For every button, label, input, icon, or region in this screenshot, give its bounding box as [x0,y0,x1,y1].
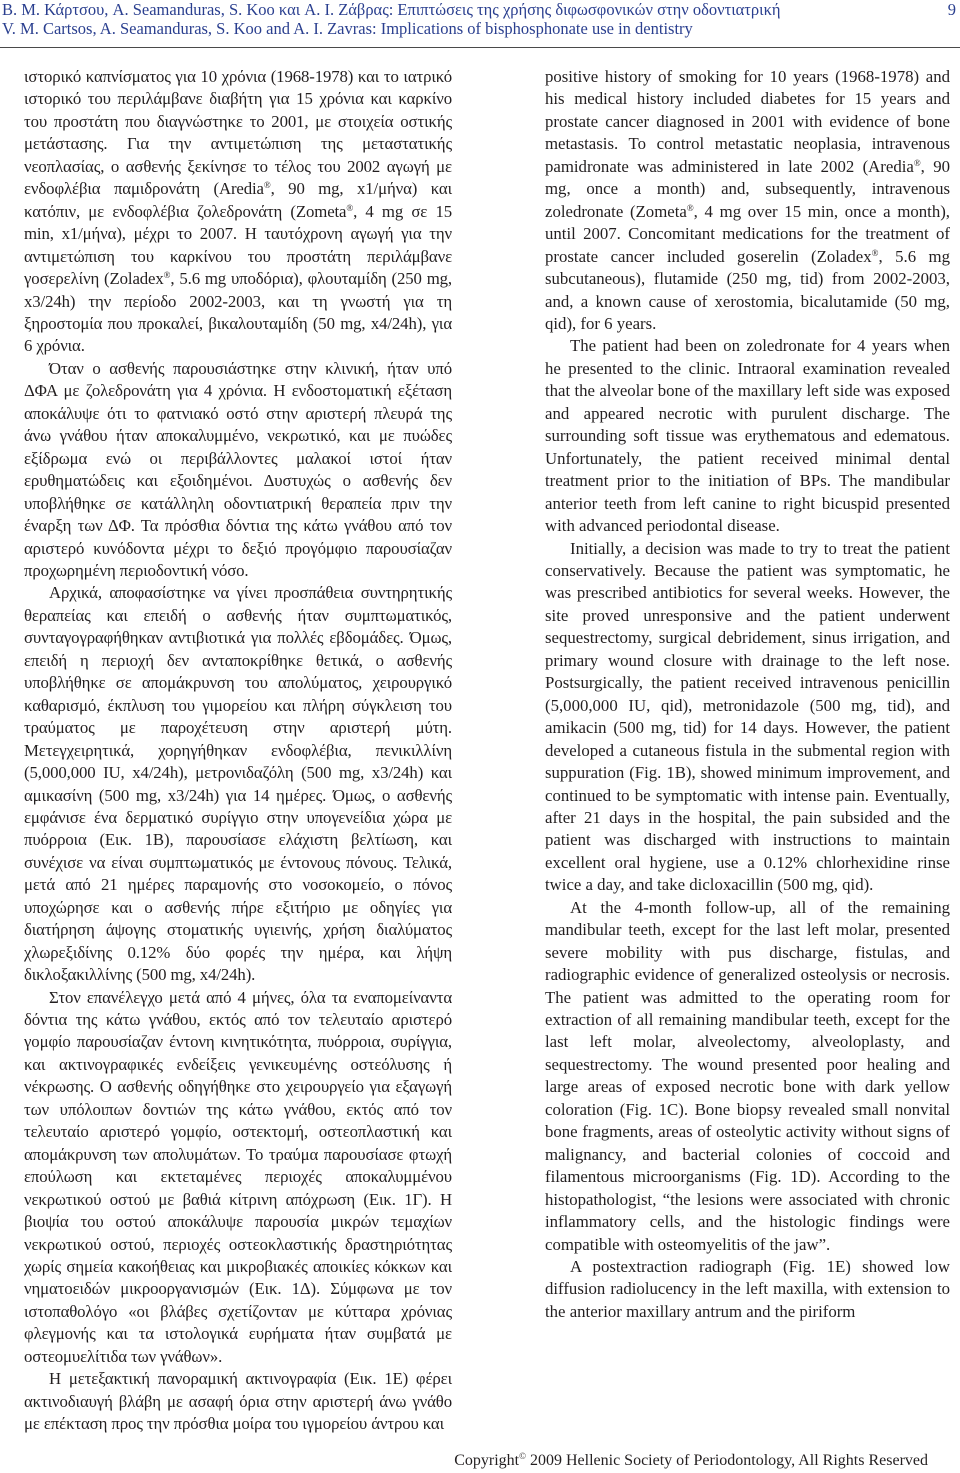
greek-paragraph-3: Αρχικά, αποφασίστηκε να γίνει προσπάθεια συντηρητικής θεραπείας και επειδή ο ασθενής ήταν συμπτωματικός, συνταγογραφήθηκαν αντιβιοτικά για πολλές εβδομάδες. Όμως, επειδή η περιοχή δεν ανταποκρίθηκε θετικά, ο ασθενής υποβλήθηκε σε απομάκρυνση του απολύματος, χειρουργικό καθαρισμό, έκπλυση του γιμορείου και πλήρη σύγκλειση του τραύματος με παροχέτευση στην αριστερή μύτη. Μετεγχειρητικά, χορηγήθηκαν ενδοφλέβια, πενικιλλίνη (5,000,000 IU, x4/24h), μετρονιδαζόλη (500 mg, x3/24h) και αμικασίνη (500 mg, x3/24h) για 14 ημέρες. Όμως, ο ασθενής εμφάνισε ένα δερματικό συρίγγιο στην υπογενείδια χώρα με πυόρροια (Εικ. 1Β), παρουσίασε ελάχιστη βελτίωση, και συνέχισε να είναι συμπτωματικός με έντονους πόνους. Τελικά, μετά από 21 ημέρες παραμονής στο νοσοκομείο, ο πόνος υποχώρησε και ο ασθενής πήρε εξιτήριο με οδηγίες για διατήρηση άψογης στοματικής υγιεινής, χρήση διαλύματος χλωρεξιδίνης 0.12% δύο φορές την ημέρα, και λήψη δικλοξακιλλίνης (500 mg, x4/24h). [24,583,452,985]
header-divider [0,47,960,48]
registered-mark: ® [163,270,171,281]
registered-mark: ® [871,247,879,258]
greek-paragraph-2: Όταν ο ασθενής παρουσιάστηκε στην κλινική, ήταν υπό ΔΦΑ με ζολεδρονάτη για 4 χρόνια. Η ενδοστοματική εξέταση αποκάλυψε ότι το φατνιακό οστό στην αριστερή πλευρά της άνω γνάθου ήταν αποκαλυμμένο, νεκρωτικό, και με πυώδες εξίδρωμα ενώ οι περιβάλλοντες μαλακοί ιστοί ήταν ερυθηματώδεις και εξοιδημένοι. Δυστυχώς ο ασθενής δεν υποβλήθηκε σε κατάλληλη οδοντιατρική θεραπεία πριν την έναρξη των ΔΦ. Τα πρόσθια δόντια της κάτω γνάθου από τον αριστερό κυνόδοντα μέχρι το δεξιό προγόμφιο παρουσίαζαν προχωρημένη περιοδοντική νόσο. [24,358,452,580]
registered-mark: ® [263,180,271,191]
registered-mark: ® [346,202,354,213]
greek-paragraph-1: ιστορικό καπνίσματος για 10 χρόνια (1968-1978) και το ιατρικό ιστορικό του περιλάμβανε διαβήτη για 15 χρόνια και καρκίνο του προστάτη που διαγνώστηκε το 2001, με στοιχεία οστικής μετάστασης. Για την αντιμετώπιση της μεταστατικής νεοπλασίας, ο ασθενής ξεκίνησε το τέλος του 2002 αγωγή με ενδοφλέβια παμιδρονάτη (Aredia®, 90 mg, x1/μήνα) και κατόπιν, με ενδοφλέβια ζολεδρονάτη (Zometa®, 4 mg σε 15 min, x1/μήνα), μέχρι το 2007. Η ταυτόχρονη αγωγή για την αντιμετώπιση του καρκίνου του προστάτη περιλάμβανε γοσερελίνη (Zoladex®, 5.6 mg υποδόρια), φλουταμίδη (250 mg, x3/24h) την περίοδο 2002-2003, και τη γνωστή για τη ξηροστομία που προκαλεί, βικαλουταμίδη (50 mg, x4/24h), για 6 χρόνια. [24,67,452,356]
registered-mark: ® [913,157,921,168]
running-header [2,0,958,38]
english-paragraph-1: positive history of smoking for 10 years (1968-1978) and his medical history included diabetes for 15 years and prostate cancer diagnosed in 2001 with evidence of bone metastasis. To control metastatic neoplasia, intravenous pamidronate was administered in late 2002 (Aredia®, 90 mg, once a month) and, subsequently, intravenous zoledronate (Zometa®, 4 mg over 15 min, once a month), until 2007. Concomitant medications for the treatment of prostate cancer included goserelin (Zoladex®, 5.6 mg subcutaneous), flutamide (250 mg, tid) from 2002-2003, and, a known cause of xerostomia, bicalutamide (50 mg, qid), for 6 years. [545,67,950,333]
english-paragraph-2: The patient had been on zoledronate for 4 years when he presented to the clinic. Intraoral examination revealed that the alveolar bone of the maxillary left side was exposed and appeared necrotic with purulent discharge. The surrounding soft tissue was erythematous and edematous. Unfortunately, the patient received minimal dental treatment prior to the initiation of BPs. The mandibular anterior teeth from left canine to right bicuspid presented with advanced periodontal disease. [545,336,950,536]
english-paragraph-5: A postextraction radiograph (Fig. 1E) showed low diffusion radiolucency in the left maxilla, with extension to the anterior maxillary antrum and the piriform [545,1257,950,1321]
header-line-english: V. M. Cartsos, A. Seamanduras, S. Koo and A. I. Zavras: Implications of bisphosphonate use in dentistry [2,19,693,38]
copyright-rest: 2009 Hellenic Society of Periodontology, All Rights Reserved [525,1452,928,1469]
english-paragraph-4: At the 4-month follow-up, all of the remaining mandibular teeth, except for the last left molar, presented severe mobility with pus discharge, fistulas, and radiographic evidence of generalized osteolysis or necrosis. The patient was admitted to the operating room for extraction of all remaining mandibular teeth, except for the last left molar, alveolectomy, alveoloplasty, and sequestrectomy. The wound presented poor healing and large areas of exposed necrotic bone with dark yellow coloration (Fig. 1C). Bone biopsy revealed small nonvital bone fragments, areas of osteolytic activity without signs of malignancy, and bacterial colonies of coccoid and filamentous microorganisms (Fig. 1D). According to the histopathologist, “the lesions were associated with chronic inflammatory cells, and the histologic findings were compatible with osteomyelitis of the jaw”. [545,897,950,1254]
registered-mark: ® [686,202,694,213]
copyright-footer [454,1452,928,1470]
header-line-greek: B. M. Κάρτσου, A. Seamanduras, S. Koo και A. I. Ζάβρας: Επιπτώσεις της χρήσης διφωσφονικών στην οδοντιατρική [2,0,781,19]
english-column [545,66,950,1323]
english-paragraph-3: Initially, a decision was made to try to treat the patient conservatively. Because the patient was symptomatic, he was prescribed antibiotics for several weeks. However, the site proved unresponsive and the patient underwent sequestrectomy, surgical debridement, sinus irrigation, and primary wound closure with drainage to the left nose. Postsurgically, the patient received intravenous penicillin (5,000,000 IU, qid), metronidazole (500 mg, tid), and amikacin (500 mg, tid) for 14 days. However, the patient developed a cutaneous fistula in the submental region with suppuration (Fig. 1B), showed minimum improvement, and continued to be symptomatic with intense pain. Eventually, after 21 days in the hospital, the pain subsided and the patient was discharged with instructions to maintain excellent oral hygiene, use a 0.12% chlorhexidine rinse twice a day, and take dicloxacillin (500 mg, qid). [545,538,950,895]
copyright-mark: © [519,1451,526,1461]
copyright-word: Copyright [454,1452,520,1469]
greek-paragraph-5: Η μετεξακτική πανοραμική ακτινογραφία (Εικ. 1Ε) φέρει ακτινοδιαυγή βλάβη με ασαφή όρια στην αριστερή άνω γνάθο με επέκταση προς την πρόσθια μοίρα του ιγμορείου άντρου και [24,1369,452,1434]
page-number: 9 [947,0,956,19]
greek-paragraph-4: Στον επανέλεγχο μετά από 4 μήνες, όλα τα εναπομείναντα δόντια της κάτω γνάθου, εκτός από τον τελευταίο αριστερό γομφίο παρουσίαζαν έντονη κινητικότητα, πυόρροια, συρίγγια, και ακτινογραφικές ενδείξεις γενικευμένης οστεόλυσης ή νέκρωσης. Ο ασθενής οδηγήθηκε στο χειρουργείο για εξαγωγή των υπόλοιπων δοντιών της κάτω γνάθου, εκτός από τον τελευταίο αριστερό γομφίο, οστεκτομή, οστεοπλαστική και απομάκρυνση των απολυμάτων. Το τραύμα παρουσίασε φτωχή επούλωση και εκτεταμένες περιοχές αποκαλυμμένου νεκρωτικού οστού με βαθιά κίτρινη απόχρωση (Εικ. 1Γ). Η βιοψία του οστού αποκάλυψε παρουσία μικρών τεμαχίων νεκρωτικού οστού, περιοχές οστεοκλαστικής δραστηριότητας χωρίς σημεία κακοήθειας και μικροβιακές αποικίες κόκκων και νηματοειδών μικροοργανισμών (Εικ. 1Δ). Σύμφωνα με τον ιστοπαθολόγο «οι βλάβες σχετίζονταν με κύτταρα χρόνιας φλεγμονής και τα ιστολογικά ευρήματα ήταν συμβατά με οστεομυελίτιδα των γνάθων». [24,987,452,1366]
greek-column [24,66,452,1436]
